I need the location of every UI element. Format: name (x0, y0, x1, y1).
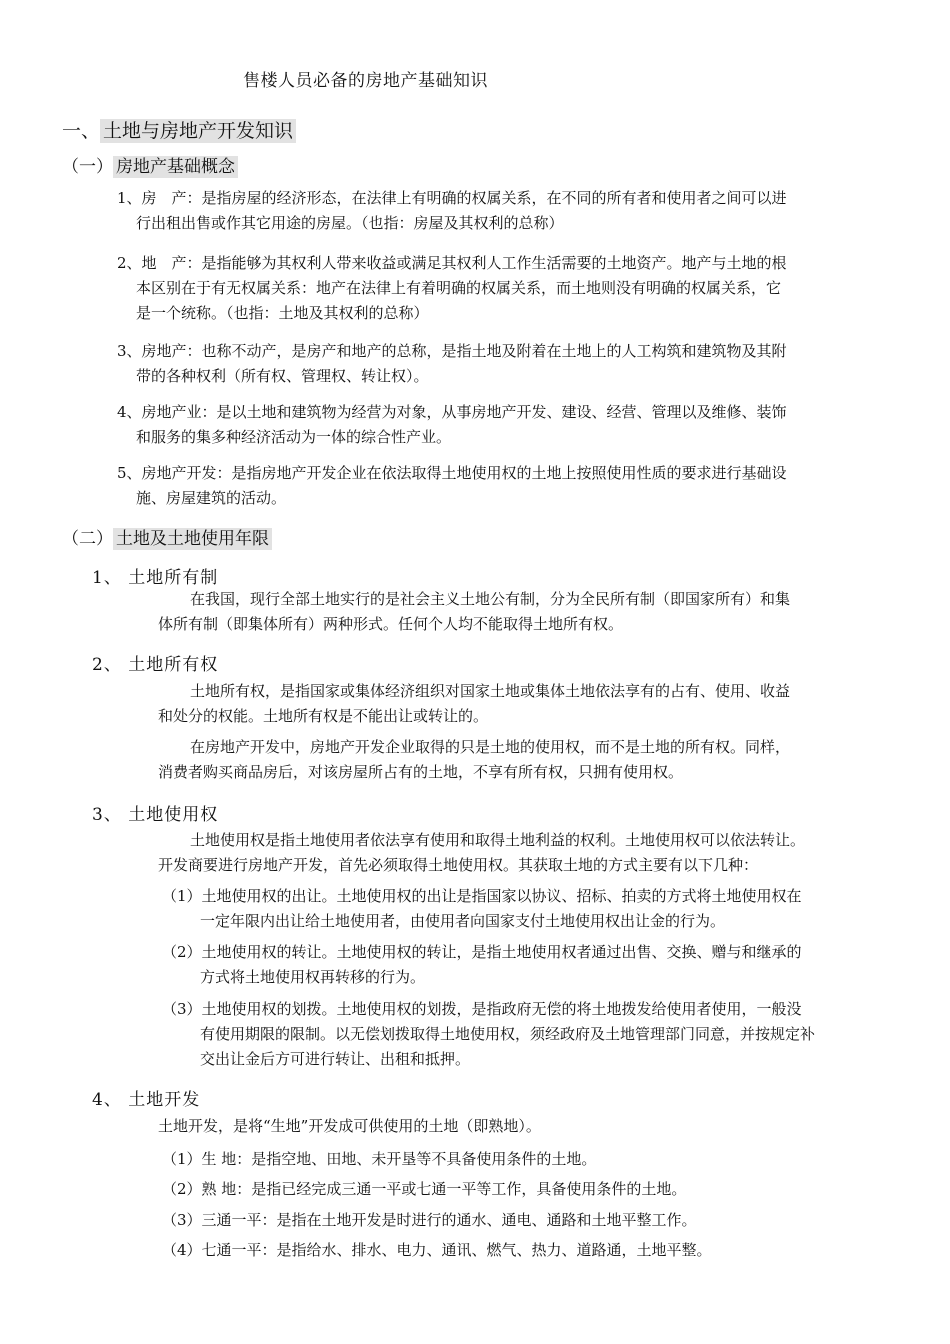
list-item: （4）七通一平：是指给水、排水、电力、通讯、燃气、热力、道路通，土地平整。 (162, 1241, 712, 1259)
text-line: 4、房地产业：是以土地和建筑物为经营为对象，从事房地产开发、建设、经营、管理以及维修、装饰 (117, 403, 787, 421)
text-line: 在房地产开发中，房地产开发企业取得的只是土地的使用权，而不是土地的所有权。同样， (190, 738, 791, 756)
text-line: 土地使用权是指土地使用者依法享有使用和取得土地利益的权利。土地使用权可以依法转让。 (190, 831, 806, 849)
page-title: 售楼人员必备的房地产基础知识 (243, 71, 488, 91)
list-item: （3）三通一平：是指在土地开发是时进行的通水、通电、通路和土地平整工作。 (162, 1211, 697, 1229)
subsection-label: 土地及土地使用年限 (113, 528, 272, 550)
list-item: （1）生 地：是指空地、田地、未开垦等不具备使用条件的土地。 (162, 1150, 597, 1168)
section-heading-1 (62, 116, 296, 143)
text-line: 是一个统称。（也指：土地及其权利的总称） (136, 304, 429, 322)
paragraph (158, 735, 790, 785)
text-line: 行出租出售或作其它用途的房屋。（也指：房屋及其权利的总称） (136, 214, 564, 232)
list-item (162, 940, 802, 990)
text-line: 1、房 产：是指房屋的经济形态，在法律上有明确的权属关系，在不同的所有者和使用者之间可以进 (117, 189, 787, 207)
list-item (162, 884, 802, 934)
definition-item (117, 400, 787, 450)
text-line: 在我国，现行全部土地实行的是社会主义土地公有制，分为全民所有制（即国家所有）和集 (190, 590, 791, 608)
text-line: 土地所有权，是指国家或集体经济组织对国家土地或集体土地依法享有的占有、使用、收益 (190, 682, 791, 700)
text-line: 2、地 产：是指能够为其权利人带来收益或满足其权利人工作生活需要的土地资产。地产与土地的根 (117, 254, 787, 272)
subsection-number: （二） (62, 529, 113, 549)
list-item (162, 997, 815, 1072)
text-line: （3）土地使用权的划拨。土地使用权的划拨，是指政府无偿的将土地拨发给使用者使用，一般没 (162, 1000, 802, 1018)
text-line: 一定年限内出让给土地使用者，由使用者向国家支付土地使用权出让金的行为。 (200, 912, 726, 930)
section-label: 土地与房地产开发知识 (100, 119, 296, 143)
text-line: 5、房地产开发：是指房地产开发企业在依法取得土地使用权的土地上按照使用性质的要求进行基础设 (117, 464, 787, 482)
topic-heading-use-right: 3、 土地使用权 (92, 805, 219, 825)
subsection-heading-1 (62, 152, 238, 177)
text-line: （1）土地使用权的出让。土地使用权的出让是指国家以协议、招标、拍卖的方式将土地使用权在 (162, 887, 802, 905)
text-line: 体所有制（即集体所有）两种形式。任何个人均不能取得土地所有权。 (158, 615, 624, 633)
text-line: （2）土地使用权的转让。土地使用权的转让，是指土地使用权者通过出售、交换、赠与和继承的 (162, 943, 802, 961)
definition-item (117, 461, 787, 511)
paragraph (158, 679, 790, 729)
paragraph (158, 828, 805, 878)
paragraph (158, 587, 790, 637)
subsection-label: 房地产基础概念 (113, 156, 238, 178)
topic-heading-development: 4、 土地开发 (92, 1090, 201, 1110)
subsection-number: （一） (62, 157, 113, 177)
text-line: 和处分的权能。土地所有权是不能出让或转让的。 (158, 707, 489, 725)
text-line: 施、房屋建筑的活动。 (136, 489, 287, 507)
text-line: 开发商要进行房地产开发，首先必须取得土地使用权。其获取土地的方式主要有以下几种： (158, 856, 759, 874)
subsection-heading-2 (62, 524, 272, 549)
text-line: 和服务的集多种经济活动为一体的综合性产业。 (136, 428, 452, 446)
definition-item (117, 186, 787, 236)
definition-item (117, 339, 787, 389)
text-line: 方式将土地使用权再转移的行为。 (200, 968, 426, 986)
topic-heading-ownership-right: 2、 土地所有权 (92, 655, 219, 675)
section-number: 一、 (62, 120, 101, 142)
list-item: （2）熟 地：是指已经完成三通一平或七通一平等工作，具备使用条件的土地。 (162, 1180, 687, 1198)
text-line: 交出让金后方可进行转让、出租和抵押。 (200, 1050, 471, 1068)
text-line: 带的各种权利（所有权、管理权、转让权）。 (136, 367, 429, 385)
text-line: 本区别在于有无权属关系：地产在法律上有着明确的权属关系，而土地则没有明确的权属关系，它 (136, 279, 782, 297)
text-line: 有使用期限的限制。以无偿划拨取得土地使用权，须经政府及土地管理部门同意，并按规定补 (200, 1025, 816, 1043)
text-line: 3、房地产：也称不动产，是房产和地产的总称，是指土地及附着在土地上的人工构筑和建筑物及其附 (117, 342, 787, 360)
text-line: 消费者购买商品房后，对该房屋所占有的土地，不享有所有权，只拥有使用权。 (158, 763, 684, 781)
definition-item (117, 251, 787, 326)
topic-heading-ownership-system: 1、 土地所有制 (92, 568, 219, 588)
paragraph: 土地开发，是将“生地”开发成可供使用的土地（即熟地）。 (158, 1117, 541, 1135)
